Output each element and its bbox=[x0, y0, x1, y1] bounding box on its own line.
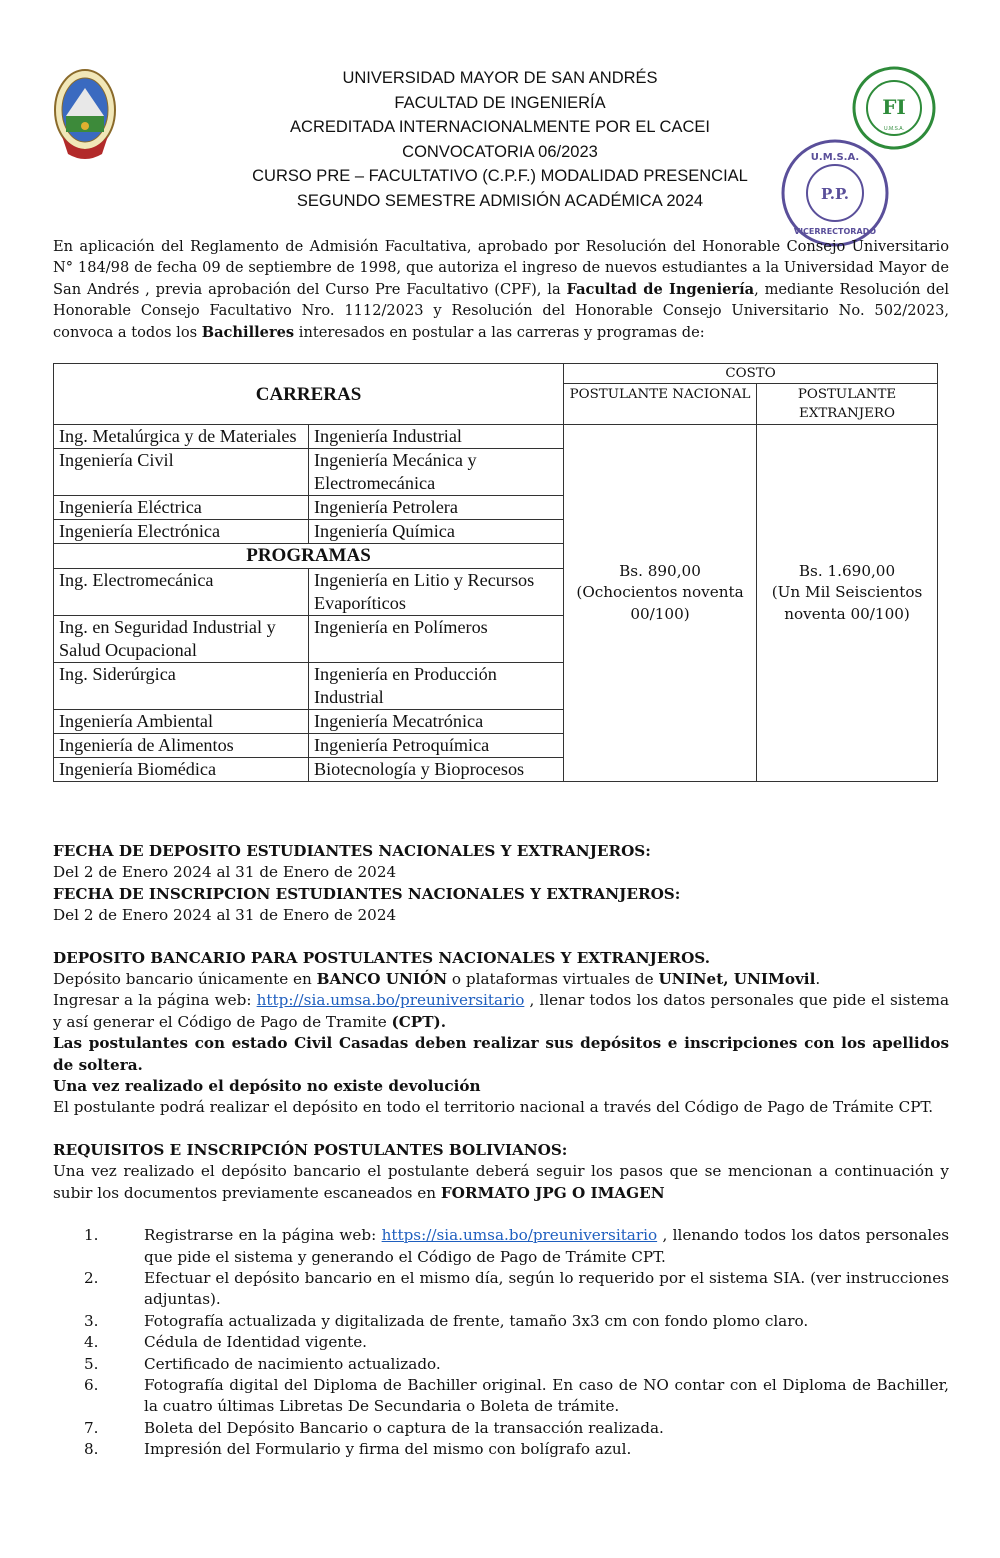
table-cell: Ingeniería Industrial bbox=[309, 425, 564, 449]
header-university: UNIVERSIDAD MAYOR DE SAN ANDRÉS bbox=[342, 69, 658, 87]
list-item: 1. Registrarse en la página web: https://sia.umsa.bo/preuniversitario , llenando todos los datos personales que pide el sistema y generando el Código de Pago de Trámite CPT. bbox=[84, 1226, 949, 1266]
list-item: 6. Fotografía digital del Diploma de Bachiller original. En caso de NO contar con el Diploma de Bachiller, la cuatro últimas Libretas De Secundaria o Boleta de trámite. bbox=[84, 1375, 949, 1416]
price-nacional-words: (Ochocientos noventa 00/100) bbox=[576, 583, 744, 623]
table-cell: Ingeniería Civil bbox=[54, 449, 309, 496]
price-nacional: Bs. 890,00 bbox=[619, 561, 701, 580]
extranjero-header: POSTULANTE EXTRANJERO bbox=[757, 384, 938, 425]
inscripcion-dates-range: Del 2 de Enero 2024 al 31 de Enero de 2024 bbox=[53, 906, 397, 925]
fi-logo-text: FI bbox=[882, 95, 906, 119]
table-cell: Ingeniería Petrolera bbox=[309, 496, 564, 520]
svg-text:U.M.S.A.: U.M.S.A. bbox=[883, 126, 905, 132]
casadas-note: Las postulantes con estado Civil Casadas deben realizar sus depósitos e inscripciones con los apellidos de soltera. bbox=[53, 1034, 949, 1074]
sia-http-link[interactable]: http://sia.umsa.bo/preuniversitario bbox=[256, 991, 525, 1010]
info-sections bbox=[53, 841, 949, 1461]
table-cell: Ingeniería Eléctrica bbox=[54, 496, 309, 520]
requisitos-intro: Una vez realizado el depósito bancario el postulante deberá seguir los pasos que se mencionan a continuación y subir los documentos previamente escaneados en FORMATO JPG O IMAGEN bbox=[53, 1162, 949, 1202]
list-item: 7. Boleta del Depósito Bancario o captura de la transacción realizada. bbox=[84, 1418, 664, 1437]
table-cell: Ingeniería Mecatrónica bbox=[309, 710, 564, 734]
header-accreditation: ACREDITADA INTERNACIONALMENTE POR EL CACEI bbox=[290, 118, 710, 137]
price-nacional-cell bbox=[564, 425, 757, 782]
sia-https-link[interactable]: https://sia.umsa.bo/preuniversitario bbox=[381, 1226, 658, 1245]
requisitos-title: REQUISITOS E INSCRIPCIÓN POSTULANTES BOLIVIANOS: bbox=[53, 1140, 568, 1159]
careers-cost-table bbox=[53, 363, 938, 782]
list-item: 8. Impresión del Formulario y firma del mismo con bolígrafo azul. bbox=[84, 1440, 632, 1459]
costo-header: COSTO bbox=[564, 364, 938, 384]
deposito-dates-title: FECHA DE DEPOSITO ESTUDIANTES NACIONALES Y EXTRANJEROS: bbox=[53, 842, 651, 860]
table-cell: Ingeniería Electrónica bbox=[54, 520, 309, 544]
price-extranjero-cell bbox=[757, 425, 938, 782]
price-extranjero: Bs. 1.690,00 bbox=[798, 561, 896, 580]
deposito-bank-line: Depósito bancario únicamente en BANCO UNIÓN o plataformas virtuales de UNINet, UNIMovil. bbox=[53, 970, 821, 989]
table-cell: Ingeniería en Producción Industrial bbox=[309, 663, 564, 710]
header-faculty: FACULTAD DE INGENIERÍA bbox=[394, 93, 606, 112]
table-cell: Ingeniería en Litio y Recursos Evaporíticos bbox=[309, 569, 564, 616]
table-cell: Ing. Siderúrgica bbox=[54, 663, 309, 710]
table-cell: Ingeniería Biomédica bbox=[54, 758, 309, 782]
programas-header: PROGRAMAS bbox=[54, 544, 564, 569]
header-semester: SEGUNDO SEMESTRE ADMISIÓN ACADÉMICA 2024 bbox=[296, 191, 704, 210]
table-cell: Ingeniería en Polímeros bbox=[309, 616, 564, 663]
header-convocatoria: CONVOCATORIA 06/2023 bbox=[402, 142, 598, 161]
intro-paragraph: En aplicación del Reglamento de Admisión Facultativa, aprobado por Resolución del Honorable Consejo Universitario N° 184/98 de fecha 09 de septiembre de 1998, que autoriza el ingreso de nuevos estudiantes a la Universidad Mayor de San Andrés , previa aprobación del Curso Pre Facultativo (CPF), la Facultad de Ingeniería, mediante Resolución del Honorable Consejo Facultativo Nro. 1112/2023 y Resolución del Honorable Consejo Universitario No. 502/2023, convoca a todos los Bachilleres interesados en postular a las carreras y programas de: bbox=[53, 238, 950, 341]
nacional-header: POSTULANTE NACIONAL bbox=[564, 384, 757, 425]
table-cell: Ingeniería de Alimentos bbox=[54, 734, 309, 758]
document-header bbox=[150, 66, 850, 214]
devolucion-note: Una vez realizado el depósito no existe devolución bbox=[53, 1077, 481, 1096]
deposito-web-line: Ingresar a la página web: http://sia.umsa.bo/preuniversitario , llenar todos los datos personales que pide el sistema y así generar el Código de Pago de Tramite (CPT). bbox=[53, 991, 949, 1031]
table-cell: Ing. en Seguridad Industrial y Salud Ocupacional bbox=[54, 616, 309, 663]
table-cell: Ingeniería Mecánica y Electromecánica bbox=[309, 449, 564, 496]
price-extranjero-words: (Un Mil Seiscientos noventa 00/100) bbox=[771, 583, 923, 623]
table-cell: Biotecnología y Bioprocesos bbox=[309, 758, 564, 782]
svg-text:U.M.S.A.: U.M.S.A. bbox=[810, 152, 860, 163]
svg-text:VICERRECTORADO: VICERRECTORADO bbox=[793, 227, 877, 236]
header-course: CURSO PRE – FACULTATIVO (C.P.F.) MODALIDAD PRESENCIAL bbox=[252, 167, 748, 186]
list-item: 4. Cédula de Identidad vigente. bbox=[84, 1333, 368, 1352]
deposito-dates-range: Del 2 de Enero 2024 al 31 de Enero de 2024 bbox=[53, 863, 397, 882]
table-cell: Ing. Metalúrgica y de Materiales bbox=[54, 425, 309, 449]
territorio-note: El postulante podrá realizar el depósito en todo el territorio nacional a través del Código de Pago de Trámite CPT. bbox=[53, 1098, 934, 1117]
umsa-emblem-logo bbox=[52, 66, 118, 164]
list-item: 2. Efectuar el depósito bancario en el mismo día, según lo requerido por el sistema SIA. (ver instrucciones adjuntas). bbox=[84, 1268, 949, 1309]
table-cell: Ing. Electromecánica bbox=[54, 569, 309, 616]
requisitos-list bbox=[53, 1225, 949, 1460]
list-item: 3. Fotografía actualizada y digitalizada de frente, tamaño 3x3 cm con fondo plomo claro. bbox=[84, 1311, 809, 1330]
table-cell: Ingeniería Química bbox=[309, 520, 564, 544]
table-cell: Ingeniería Ambiental bbox=[54, 710, 309, 734]
deposito-title: DEPOSITO BANCARIO PARA POSTULANTES NACIONALES Y EXTRANJEROS. bbox=[53, 948, 711, 967]
svg-text:P.P.: P.P. bbox=[820, 185, 850, 203]
inscripcion-dates-title: FECHA DE INSCRIPCION ESTUDIANTES NACIONALES Y EXTRANJEROS: bbox=[53, 884, 681, 903]
carreras-header: CARRERAS bbox=[54, 364, 564, 425]
list-item: 5. Certificado de nacimiento actualizado. bbox=[84, 1354, 441, 1373]
table-cell: Ingeniería Petroquímica bbox=[309, 734, 564, 758]
